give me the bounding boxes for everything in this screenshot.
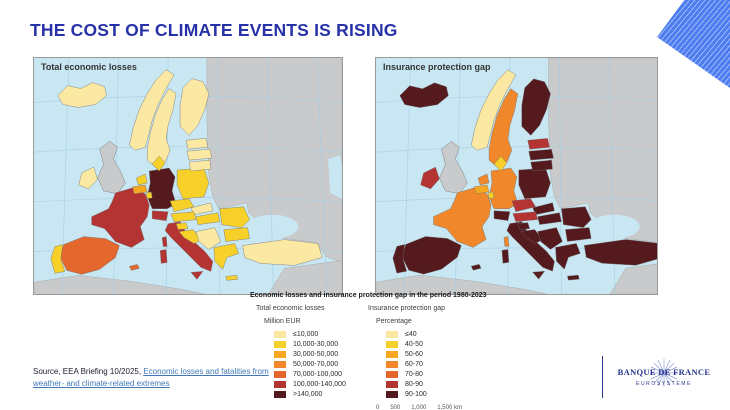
legend-swatch bbox=[274, 341, 286, 348]
legend-item bbox=[250, 329, 362, 339]
country-switzerland bbox=[152, 211, 168, 221]
country-estonia bbox=[528, 138, 550, 149]
banque-de-france-logo bbox=[602, 356, 716, 398]
legend-swatch bbox=[386, 331, 398, 338]
country-poland bbox=[519, 168, 551, 199]
source-link[interactable]: Economic losses and fatalities from weather- and climate-related extremes bbox=[33, 367, 269, 388]
legend-items-gap bbox=[362, 329, 492, 399]
legend-label: 40-50 bbox=[405, 340, 423, 348]
map-panel-total-economic-losses bbox=[33, 57, 343, 295]
legend-title: Economic losses and insurance protection gap in the period 1980-2023 bbox=[250, 292, 487, 299]
legend-swatch bbox=[386, 381, 398, 388]
legend-item bbox=[362, 369, 492, 379]
black-sea bbox=[588, 215, 640, 239]
legend-unit-losses: Million EUR bbox=[264, 318, 301, 325]
legend-swatch bbox=[386, 391, 398, 398]
country-latvia bbox=[187, 149, 212, 160]
legend-swatch bbox=[386, 371, 398, 378]
caspian-sea bbox=[328, 155, 342, 199]
legend-label: 60-70 bbox=[405, 360, 423, 368]
scale-bar-label: 500 bbox=[390, 405, 401, 410]
legend-swatch bbox=[274, 331, 286, 338]
legend-label: 80-90 bbox=[405, 380, 423, 388]
island-crete bbox=[226, 275, 238, 280]
legend-swatch bbox=[274, 391, 286, 398]
legend-label: >140,000 bbox=[293, 390, 323, 398]
legend-swatch bbox=[386, 351, 398, 358]
corner-triangle-decoration bbox=[654, 0, 730, 88]
legend-swatch bbox=[386, 341, 398, 348]
map-scale-bar bbox=[376, 405, 462, 410]
map-panel-insurance-protection-gap bbox=[375, 57, 658, 295]
legend-column-economic-losses bbox=[250, 305, 362, 410]
country-switzerland bbox=[494, 211, 510, 221]
country-poland bbox=[177, 168, 209, 199]
map-title-total-economic-losses: Total economic losses bbox=[41, 62, 137, 72]
logo-divider-line bbox=[602, 356, 603, 398]
black-sea bbox=[247, 215, 299, 239]
source-prefix: Source, EEA Briefing 10/2025, bbox=[33, 367, 144, 376]
scale-bar-label: 1,000 bbox=[411, 405, 427, 410]
legend-item bbox=[362, 359, 492, 369]
legend-heading-losses: Total economic losses bbox=[256, 305, 325, 312]
island-corsica bbox=[504, 236, 509, 246]
country-lithuania bbox=[531, 160, 553, 171]
island-sardinia bbox=[502, 249, 509, 263]
legend-label: ≤10,000 bbox=[293, 330, 319, 338]
island-corsica bbox=[162, 237, 167, 247]
legend-label: 70,000-100,000 bbox=[293, 370, 343, 378]
island-sardinia bbox=[160, 250, 167, 264]
legend-label: ≤40 bbox=[405, 330, 417, 338]
slide-title: THE COST OF CLIMATE EVENTS IS RISING bbox=[30, 20, 398, 40]
map-insurance-protection-gap bbox=[376, 58, 657, 294]
legend-item bbox=[250, 339, 362, 349]
legend-item bbox=[250, 349, 362, 359]
country-latvia bbox=[529, 149, 554, 160]
scale-bar-labels bbox=[376, 405, 462, 410]
country-luxembourg bbox=[146, 192, 152, 199]
legend-label: 70-80 bbox=[405, 370, 423, 378]
island-crete bbox=[567, 275, 579, 280]
country-estonia bbox=[186, 138, 208, 149]
europe-choropleth-map bbox=[34, 58, 342, 294]
map-title-insurance-protection-gap: Insurance protection gap bbox=[383, 62, 491, 72]
legend-item bbox=[250, 389, 362, 399]
country-austria bbox=[171, 212, 196, 222]
country-slovenia bbox=[518, 223, 530, 230]
map-total-economic-losses bbox=[34, 58, 342, 294]
logo-bank-name: BANQUE DE FRANCE bbox=[617, 367, 711, 377]
legend bbox=[250, 292, 500, 410]
source-text bbox=[33, 366, 278, 389]
legend-swatch bbox=[386, 361, 398, 368]
legend-label: 10,000-30,000 bbox=[293, 340, 339, 348]
legend-label: 90-100 bbox=[405, 390, 427, 398]
legend-item bbox=[362, 389, 492, 399]
legend-label: 100,000-140,000 bbox=[293, 380, 346, 388]
scale-bar-label: 0 bbox=[376, 405, 380, 410]
logo-subtitle: EUROSYSTÈME bbox=[636, 381, 692, 387]
legend-item bbox=[362, 379, 492, 389]
legend-label: 50-60 bbox=[405, 350, 423, 358]
country-lithuania bbox=[189, 160, 211, 171]
legend-item bbox=[362, 349, 492, 359]
country-slovenia bbox=[176, 223, 188, 230]
legend-label: 30,000-50,000 bbox=[293, 350, 339, 358]
legend-unit-gap: Percentage bbox=[376, 318, 412, 325]
country-luxembourg bbox=[488, 192, 494, 199]
scale-bar-label: 1,500 km bbox=[437, 405, 462, 410]
legend-label: 50,000-70,000 bbox=[293, 360, 339, 368]
legend-item bbox=[362, 339, 492, 349]
legend-column-protection-gap bbox=[362, 305, 492, 410]
country-austria bbox=[513, 212, 538, 222]
legend-heading-gap: Insurance protection gap bbox=[368, 305, 446, 312]
legend-item bbox=[362, 329, 492, 339]
legend-swatch bbox=[274, 351, 286, 358]
europe-choropleth-map bbox=[376, 58, 657, 294]
